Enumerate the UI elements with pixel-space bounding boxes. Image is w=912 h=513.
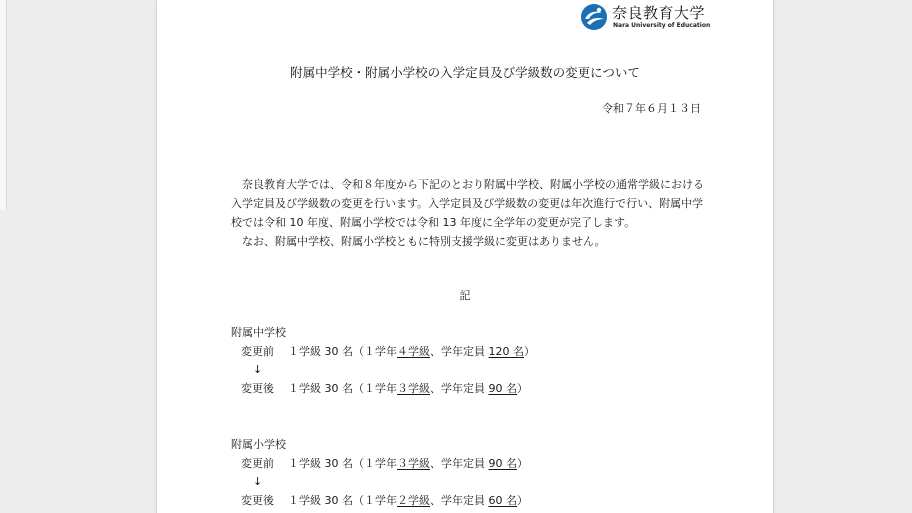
row-suffix: ） [517,457,528,470]
logo-text-jp: 奈良教育大学 [612,4,706,22]
university-logo [580,3,711,31]
row-suffix: ） [517,494,528,507]
after-label: 変更後 [241,382,274,395]
capacity-value: 120 名 [488,345,524,358]
row-prefix: １学級 30 名（１学年 [288,345,397,358]
elementary-after-row [241,493,528,509]
row-suffix: ） [524,345,535,358]
class-count: ２学級 [397,494,430,507]
sidebar-toggle[interactable] [0,0,7,210]
document-date: 令和７年６月１３日 [602,102,701,115]
junior-high-heading: 附属中学校 [231,326,286,339]
row-prefix: １学級 30 名（１学年 [288,457,397,470]
row-suffix: ） [517,382,528,395]
document-page [156,0,774,513]
class-count: ４学級 [397,345,430,358]
junior-high-after-row [241,381,528,397]
body-paragraph-2: なお、附属中学校、附属小学校ともに特別支援学級に変更はありません。 [242,235,606,248]
down-arrow-icon: ↓ [253,363,263,376]
junior-high-before-row [241,344,535,360]
document-body [231,175,706,251]
row-mid: 、学年定員 [430,345,489,358]
elementary-heading: 附属小学校 [231,438,286,451]
logo-mark-icon [580,3,608,31]
capacity-value: 90 名 [488,382,517,395]
capacity-value: 60 名 [488,494,517,507]
document-title: 附属中学校・附属小学校の入学定員及び学級数の変更について [290,65,640,80]
before-label: 変更前 [241,345,274,358]
class-count: ３学級 [397,382,430,395]
before-label: 変更前 [241,457,274,470]
row-prefix: １学級 30 名（１学年 [288,382,397,395]
row-mid: 、学年定員 [430,457,489,470]
body-paragraph-1: 奈良教育大学では、令和８年度から下記のとおり附属中学校、附属小学校の通常学級における入学定員及び学級数の変更を行います。入学定員及び学級数の変更は年次進行で行い、附属中学校では令和 10 年度、附属小学校では令和 13 年度に全学年の変更が完了します。 [231,178,704,229]
row-prefix: １学級 30 名（１学年 [288,494,397,507]
logo-text-en: Nara University of Education [613,22,711,29]
elementary-before-row [241,456,528,472]
row-mid: 、学年定員 [430,494,489,507]
ki-heading: 記 [459,289,471,302]
row-mid: 、学年定員 [430,382,489,395]
down-arrow-icon: ↓ [253,475,263,488]
after-label: 変更後 [241,494,274,507]
capacity-value: 90 名 [488,457,517,470]
class-count: ３学級 [397,457,430,470]
